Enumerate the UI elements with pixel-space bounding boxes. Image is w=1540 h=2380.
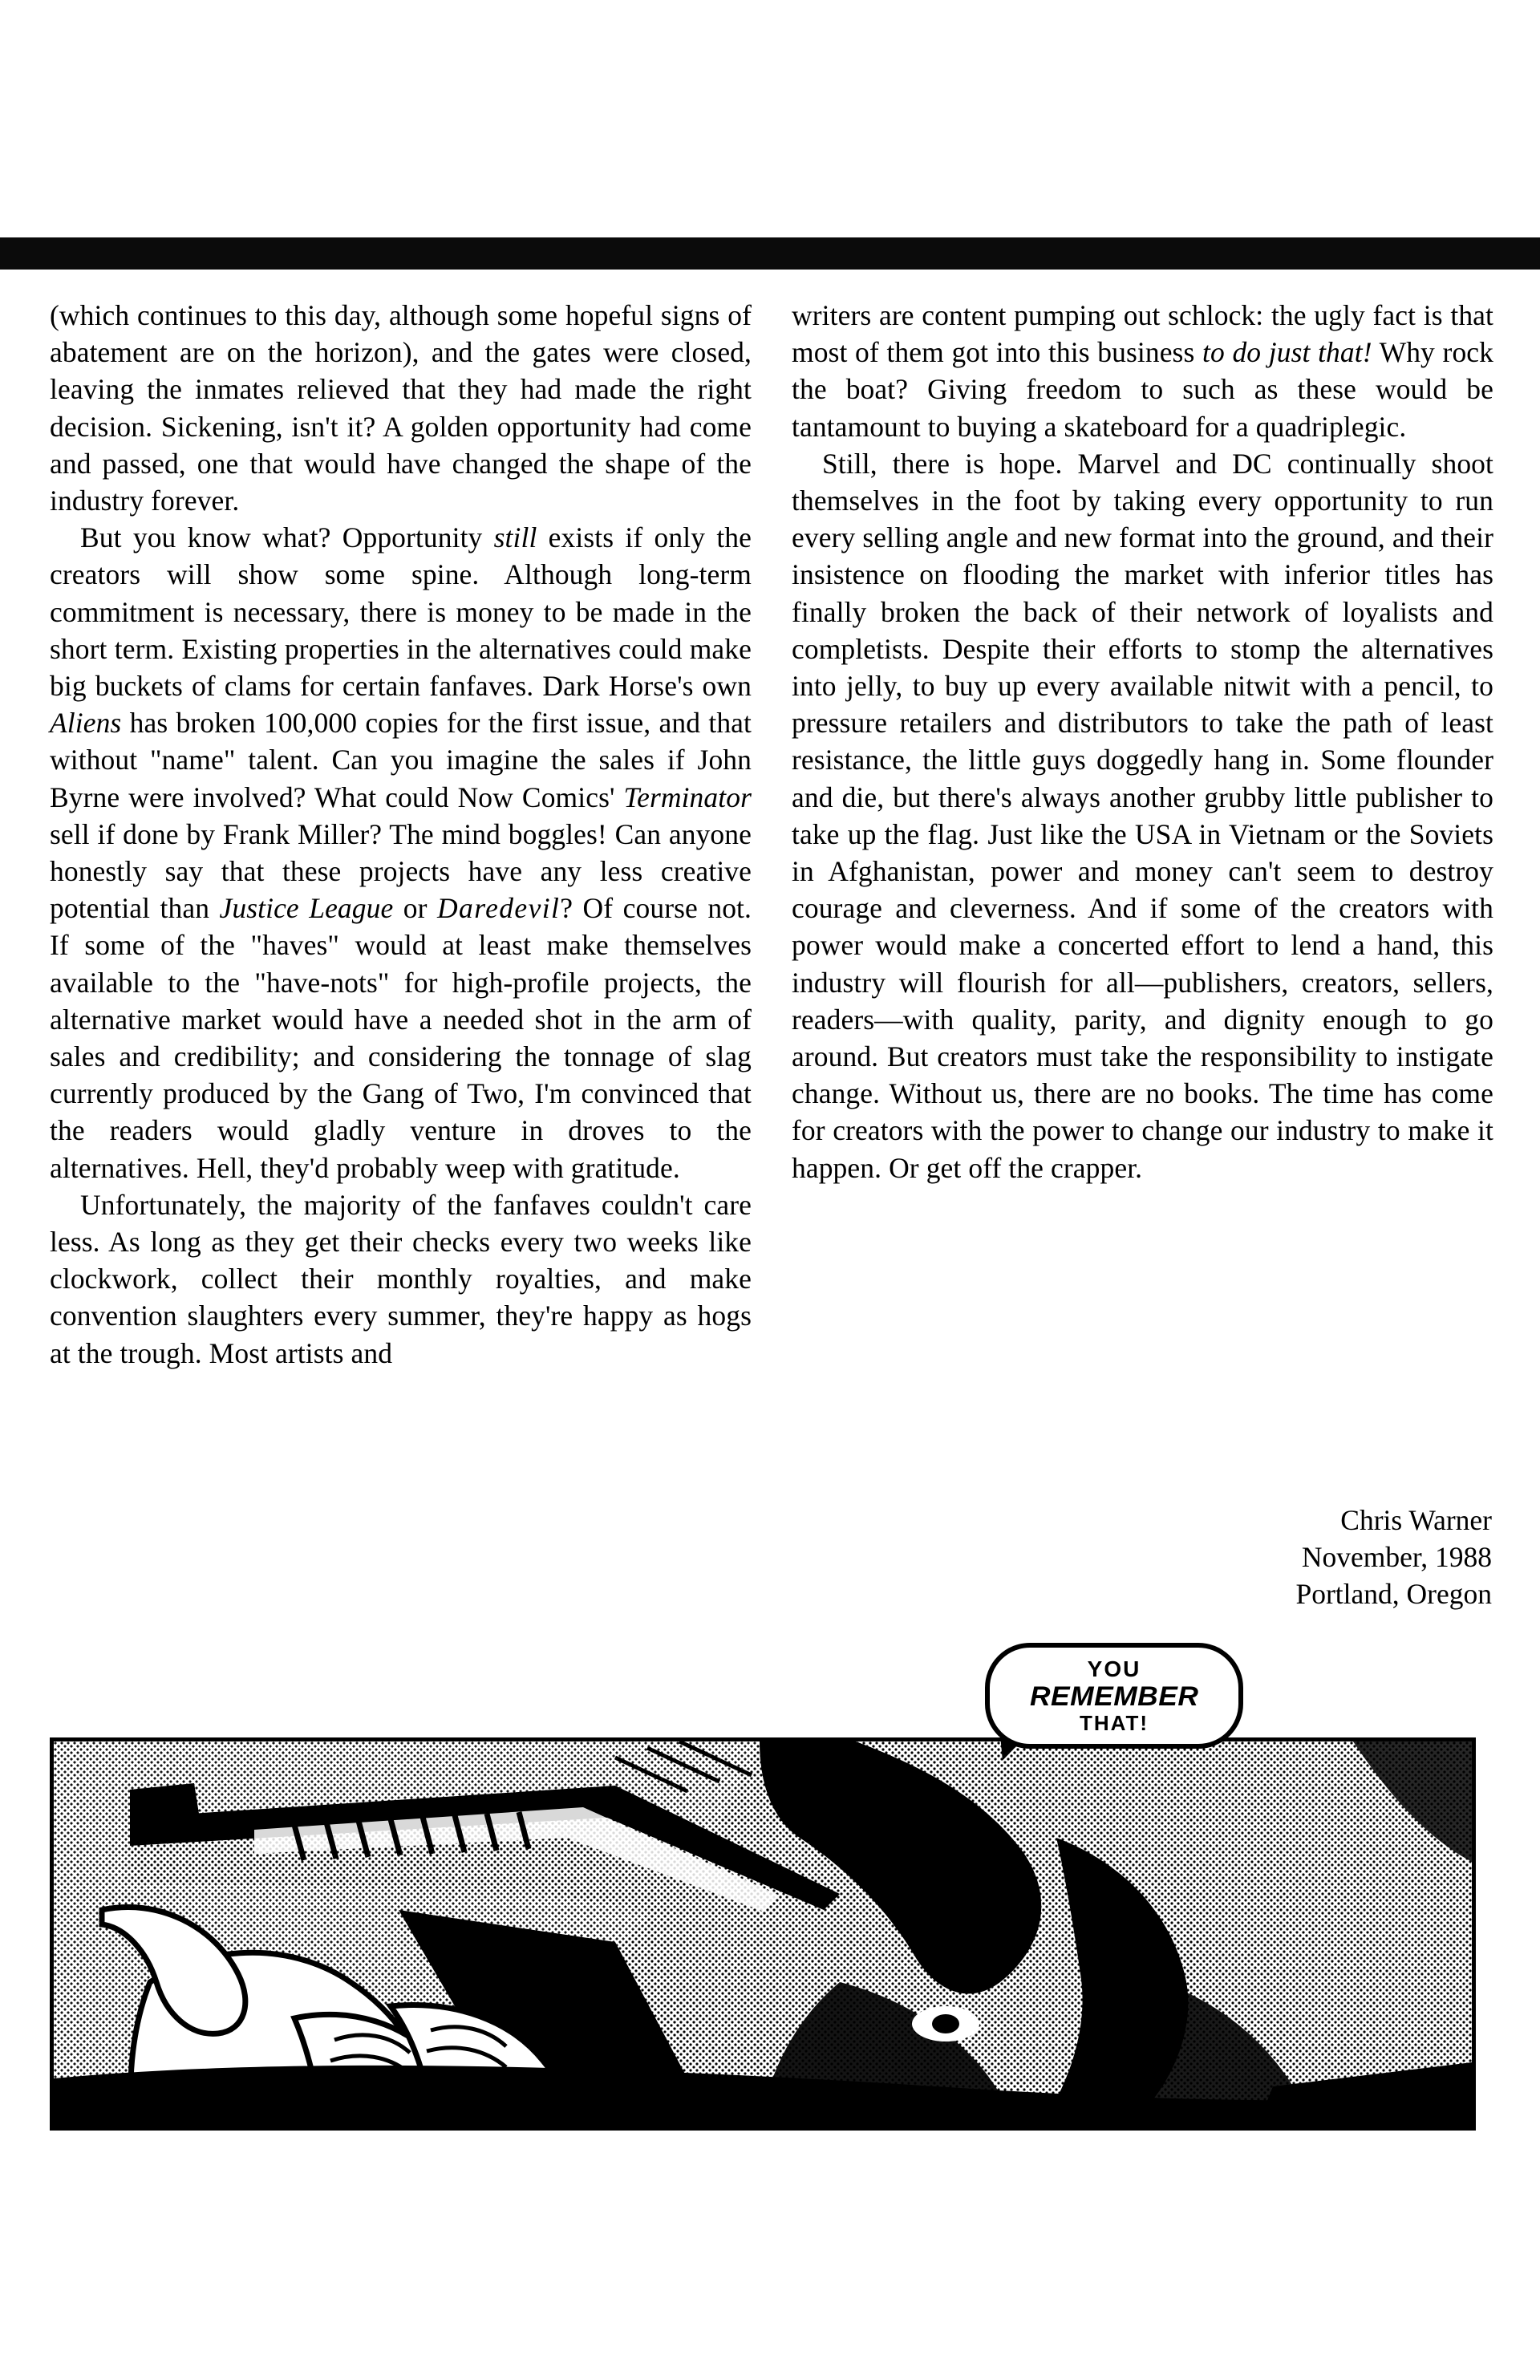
top-rule-divider	[0, 237, 1540, 270]
signature-author: Chris Warner	[1340, 1504, 1492, 1536]
comic-figure-illustration	[54, 1741, 1472, 2127]
comic-panel-artwork	[54, 1741, 1472, 2127]
signature-location: Portland, Oregon	[1295, 1578, 1492, 1611]
title-terminator: Terminator	[623, 780, 752, 813]
balloon-line-2: REMEMBER	[1029, 1681, 1199, 1712]
paragraph-2-text-b: exists if only the creators will show some spine. Although long-term commitment is necessary, there is money to be made in the short term. Existing properties in the alternatives could make big buckets of clams for certain fanfaves. Dark Horse's own	[50, 521, 752, 703]
title-daredevil: Daredevil	[437, 892, 561, 925]
paragraph-4	[792, 297, 1493, 445]
paragraph-3	[50, 1186, 752, 1372]
paragraph-5	[792, 445, 1493, 1186]
title-justice-league: Justice League	[219, 892, 394, 925]
left-column	[50, 297, 752, 1372]
balloon-line-1: YOU	[1087, 1656, 1141, 1681]
title-aliens: Aliens	[50, 707, 122, 740]
paragraph-2-text-d: sell if done by Frank Miller? The mind boggles! Can anyone honestly say that these projects have any less creative potential than	[50, 817, 752, 925]
paragraph-2	[50, 519, 752, 1186]
paragraph-1	[50, 297, 752, 519]
paragraph-2-text-c: has broken 100,000 copies for the first issue, and that without "name" talent. Can you imagine the sales if John Byrne were involved? What could Now Comics'	[50, 707, 752, 813]
signature-date: November, 1988	[1301, 1541, 1492, 1574]
paragraph-4-text-b: Why rock the boat? Giving freedom to such as these would be tantamount to buying a skateboard for a quadriplegic.	[792, 336, 1493, 443]
paragraph-2-text-e: or	[393, 892, 438, 925]
paragraph-1-text: (which continues to this day, although some hopeful signs of abatement are on the horizon), and the gates were closed, leaving the inmates relieved that they had made the right decision. Sickening, isn't it? A golden opportunity had come and passed, one that would have changed the shape of the industry forever.	[50, 299, 752, 517]
paragraph-2-text-f: ? Of course not. If some of the "haves" would at least make themselves available to the "have-nots" for high-profile projects, the alternative market would have a needed shot in the arm of sales and credibility; and considering the tonnage of slag currently produced by the Gang of Two, I'm convinced that the readers would gladly venture in droves to the alternatives. Hell, they'd probably weep with gratitude.	[50, 892, 752, 1184]
paragraph-3-text: Unfortunately, the majority of the fanfaves couldn't care less. As long as they get their checks every two weeks like clockwork, collect their monthly royalties, and make convention slaughters every summer, they're happy as hogs at the trough. Most artists and	[50, 1188, 752, 1369]
article-columns	[50, 297, 1493, 1372]
right-column	[792, 297, 1493, 1372]
comic-panel	[50, 1737, 1476, 2131]
signature-block	[946, 1502, 1492, 1613]
paragraph-4-text-a: writers are content pumping out schlock: the ugly fact is that most of them got into this business	[792, 299, 1493, 369]
paragraph-2-text-a: But you know what? Opportunity	[80, 521, 494, 554]
emphasis-to-do-just-that: to do just that!	[1202, 336, 1372, 369]
speech-balloon	[985, 1643, 1243, 1749]
title-still: still	[493, 521, 537, 554]
balloon-line-3: THAT!	[1079, 1711, 1149, 1735]
paragraph-5-text: Still, there is hope. Marvel and DC continually shoot themselves in the foot by taking every opportunity to run every selling angle and new format into the ground, and their insistence on flooding the market with inferior titles has finally broken the back of their network of loyalists and completists. Despite their efforts to stomp the alternatives into jelly, to buy up every available nitwit with a pencil, to pressure retailers and distributors to take the path of least resistance, the little guys doggedly hang in. Some flounder and die, but there's always another grubby little publisher to take up the flag. Just like the USA in Vietnam or the Soviets in Afghanistan, power and money can't seem to destroy courage and cleverness. And if some of the creators with power would make a concerted effort to lend a hand, this industry will flourish for all—publishers, creators, sellers, readers—with quality, parity, and dignity enough to go around. But creators must take the responsibility to instigate change. Without us, there are no books. The time has come for creators with the power to change our industry to make it happen. Or get off the crapper.	[792, 447, 1493, 1184]
